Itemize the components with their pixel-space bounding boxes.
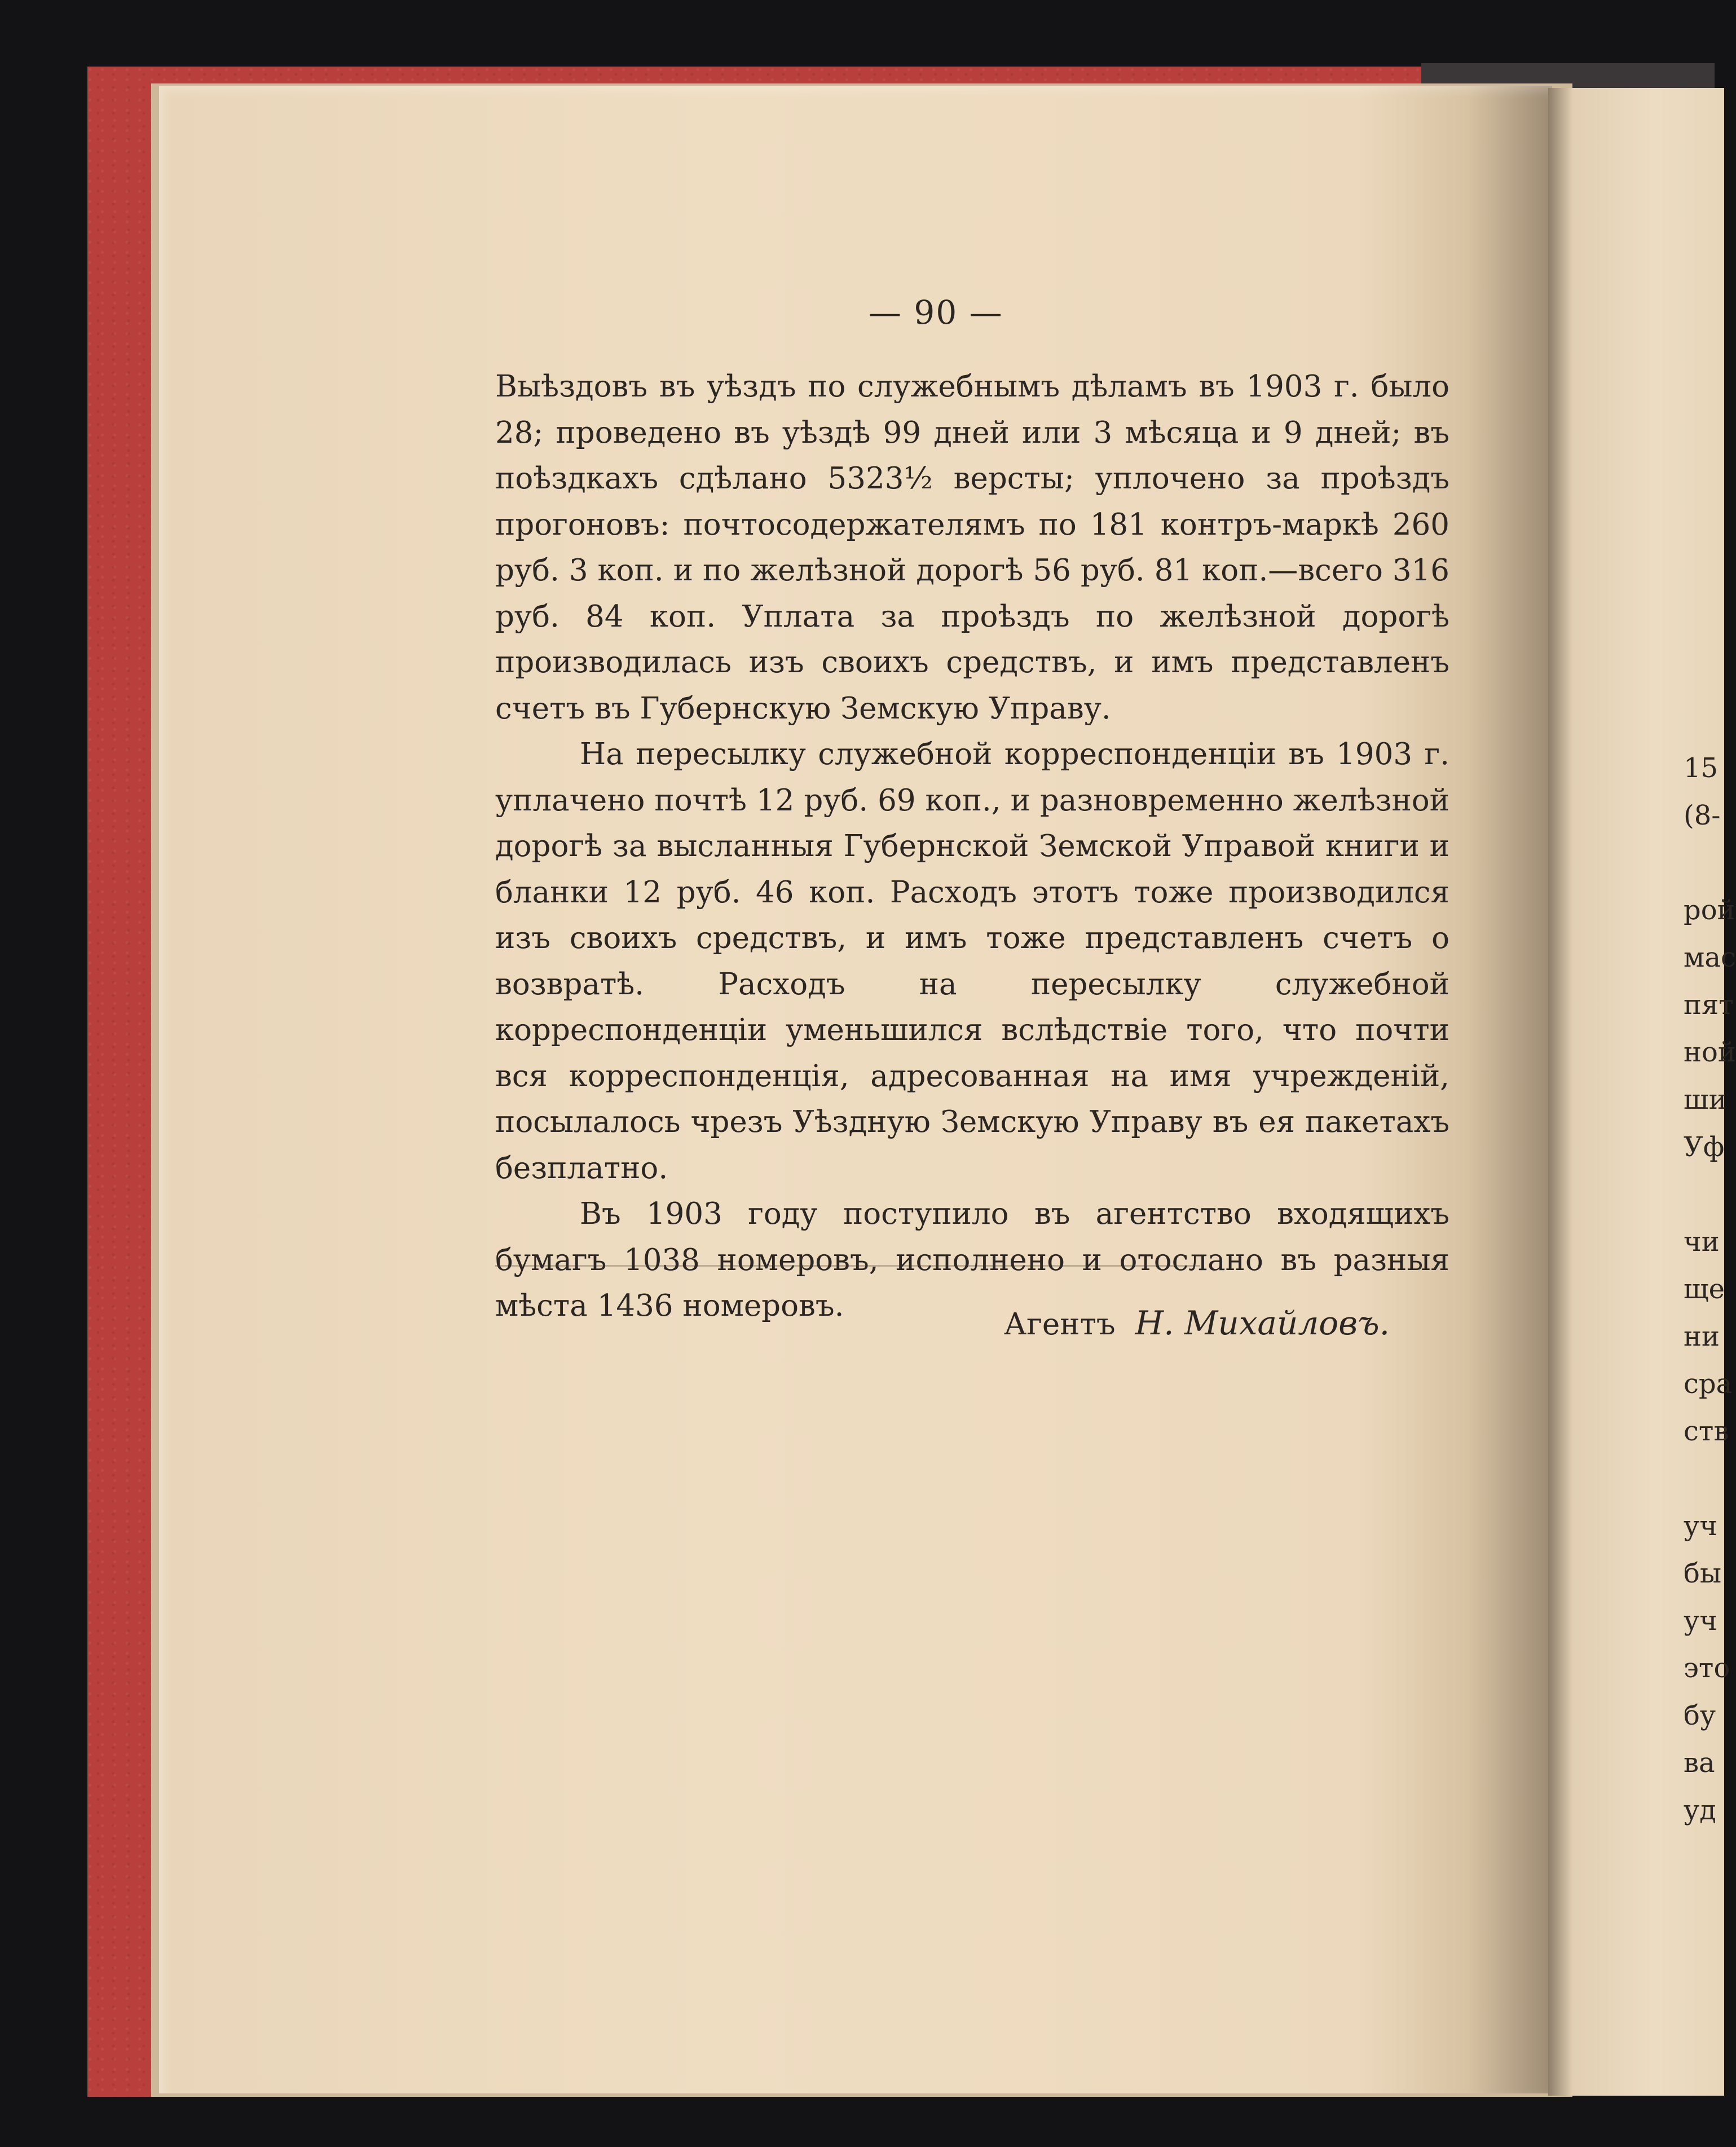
signature-name: Н. Михайловъ. [1135,1304,1390,1342]
paragraph-postage: На пересылку служебной корреспонденціи въ 1903 г. уплачено почтѣ 12 руб. 69 коп., и разновременно желѣзной дорогѣ за высланныя Губернской Земской Управой книги и бланки 12 руб. 46 коп. Расходъ этотъ тоже производился изъ своихъ средствъ, и имъ тоже представленъ счетъ о возвратѣ. Расходъ на пересылку служебной корреспонденціи уменьшился вслѣдствіе того, что почти вся корреспонденція, адресованная на имя учрежденій, посылалось чрезъ Уѣздную Земскую Управу въ ея пакетахъ безплатно. [495,737,1449,1185]
main-text [495,364,1449,1329]
signature [1004,1304,1390,1342]
paragraph-documents: Въ 1903 году поступило въ агентство входящихъ бумагъ 1038 номеровъ, исполнено и отослано въ разныя мѣста 1436 номеровъ. [495,1197,1449,1323]
paragraph-travel: Выѣздовъ въ уѣздъ по служебнымъ дѣламъ въ 1903 г. было 28; проведено въ уѣздѣ 99 дней или 3 мѣсяца и 9 дней; въ поѣздкахъ сдѣлано 5323½ версты; уплочено за проѣздъ прогоновъ: почтосодержателямъ по 181 контръ-маркѣ 260 руб. 3 коп. и по желѣзной дорогѣ 56 руб. 81 коп.—всего 316 руб. 84 коп. Уплата за проѣздъ по желѣзной дорогѣ производилась изъ своихъ средствъ, и имъ представленъ счетъ въ Губернскую Земскую Управу. [495,369,1449,726]
page-number: — 90 — [869,293,1003,332]
next-page-fragment-text: 15 (8- рой мас пят ной ши Уф чи ще ни сра ств уч бы уч это бу ва уд [1684,752,1736,1826]
separator-rule [495,1265,1200,1267]
signature-title: Агентъ [1004,1307,1116,1342]
